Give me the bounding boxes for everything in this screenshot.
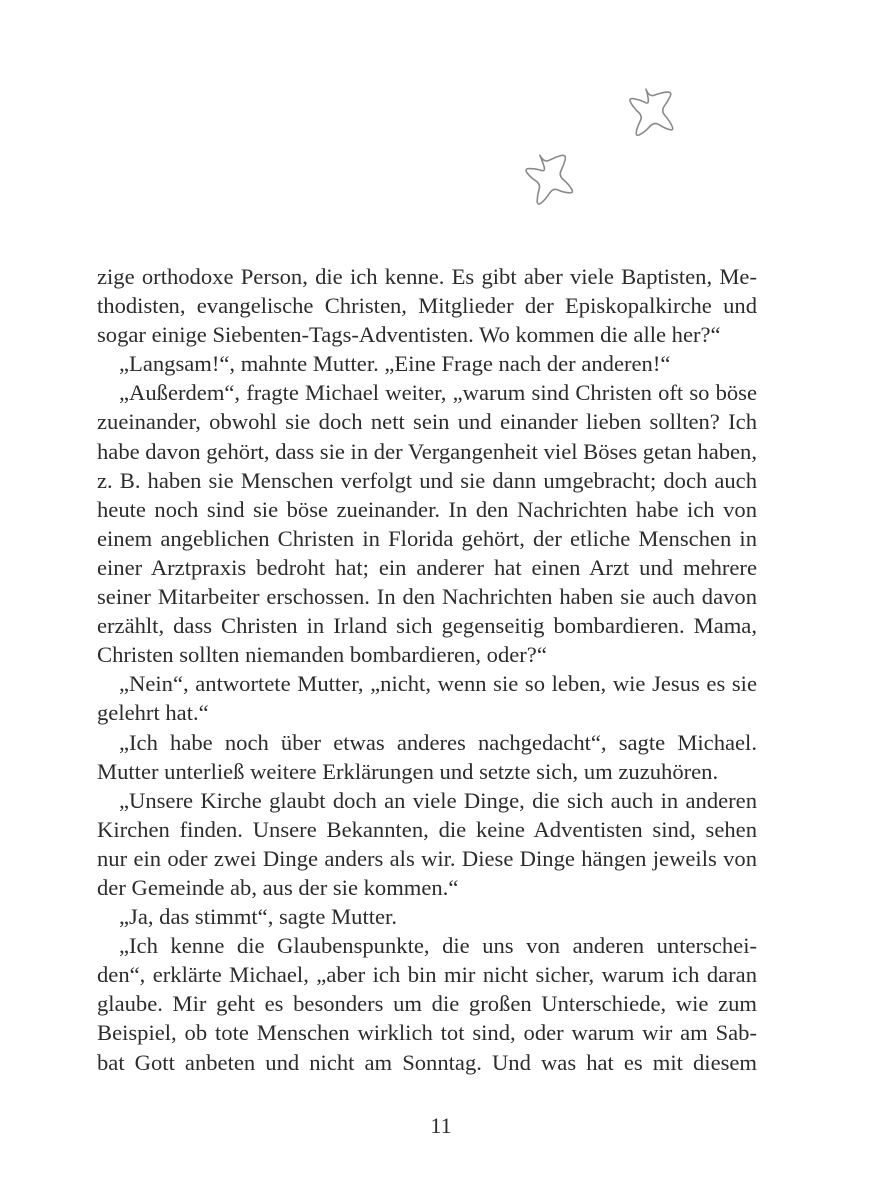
text-line: den“, erklärte Michael, „aber ich bin mir nicht sicher, warum ich daran [97,962,757,988]
text-line: zueinander, obwohl sie doch nett sein und einander lieben sollten? Ich [97,409,757,435]
text-line: einem angeblichen Christen in Florida gehört, der etliche Menschen in [97,525,757,551]
text-line: heute noch sind sie böse zueinander. In den Nachrichten habe ich von [97,496,757,522]
text-line: der Gemeinde ab, aus der sie kommen.“ [97,874,459,900]
text-line: „Unsere Kirche glaubt doch an viele Dinge, die sich auch in anderen [119,787,757,813]
text-line: „Nein“, antwortete Mutter, „nicht, wenn sie so leben, wie Jesus es sie [119,671,757,697]
text-line: Mutter unterließ weitere Erklärungen und setzte sich, um zuzuhören. [97,758,719,784]
text-line: habe davon gehört, dass sie in der Vergangenheit viel Böses getan haben, [97,438,757,464]
text-line: einer Arztpraxis bedroht hat; ein anderer hat einen Arzt und mehrere [97,554,757,580]
page-number: 11 [430,1113,452,1138]
text-line: seiner Mitarbeiter erschossen. In den Nachrichten haben sie auch davon [97,584,757,610]
star-outline-icon [526,155,572,204]
text-line: z. B. haben sie Menschen verfolgt und sie dann umgebracht; doch auch [97,467,757,493]
star-decorations [0,0,882,240]
text-line: „Außerdem“, fragte Michael weiter, „warum sind Christen oft so böse [119,380,757,406]
body-text [97,262,757,1077]
text-line: erzählt, dass Christen in Irland sich gegenseitig bombardieren. Mama, [97,613,757,639]
text-line: „Ich habe noch über etwas anderes nachgedacht“, sagte Michael. [119,729,757,755]
text-line: „Langsam!“, mahnte Mutter. „Eine Frage nach der anderen!“ [119,351,671,377]
text-line: Kirchen finden. Unsere Bekannten, die keine Adventisten sind, sehen [97,816,757,842]
text-line: glaube. Mir geht es besonders um die großen Unterschiede, wie zum [97,991,757,1017]
text-line: Beispiel, ob tote Menschen wirklich tot sind, oder warum wir am Sab- [97,1020,757,1046]
text-line: sogar einige Siebenten-Tags-Adventisten. Wo kommen die alle her?“ [97,322,721,348]
text-line: thodisten, evangelische Christen, Mitglieder der Episkopalkirche und [97,293,757,319]
text-line: zige orthodoxe Person, die ich kenne. Es gibt aber viele Baptisten, Me- [97,264,757,289]
star-outline-icon [630,89,673,135]
text-line: „Ja, das stimmt“, sagte Mutter. [119,904,397,930]
text-line: bat Gott anbeten und nicht am Sonntag. Und was hat es mit diesem [97,1049,757,1075]
text-line: gelehrt hat.“ [97,700,209,726]
text-line: Christen sollten niemanden bombardieren, oder?“ [97,642,547,668]
text-line: nur ein oder zwei Dinge anders als wir. Diese Dinge hängen jeweils von [97,845,757,871]
text-line: „Ich kenne die Glaubenspunkte, die uns von anderen unterschei- [119,933,757,959]
